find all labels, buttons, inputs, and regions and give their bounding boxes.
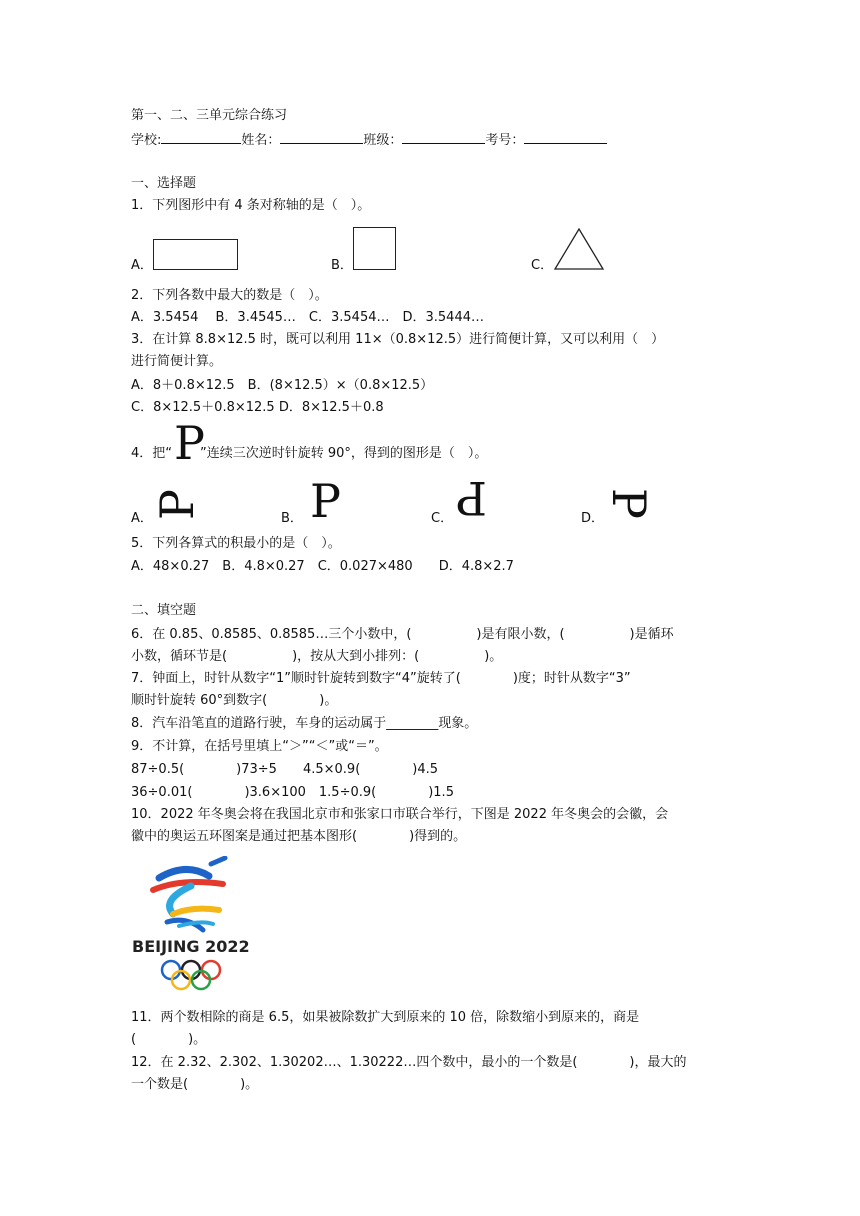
glyph-p-original: P — [174, 416, 205, 470]
glyph-p-upright-b: P — [310, 474, 341, 528]
beijing-2022-emblem — [131, 856, 251, 996]
question-2-options: A．3.5454 B．3.4545… C．3.5454… D．3.5444… — [131, 310, 484, 325]
q1-option-b-label: B． — [331, 258, 353, 273]
question-12-line2: 一个数是( )。 — [131, 1077, 259, 1092]
question-9: 9．不计算，在括号里填上“＞”“＜”或“＝”。 — [131, 739, 388, 754]
question-11-line1: 11．两个数相除的商是 6.5，如果被除数扩大到原来的 10 倍，除数缩小到原来的，商是 — [131, 1010, 640, 1025]
class-field[interactable] — [402, 131, 485, 144]
question-10-line2: 徽中的奥运五环图案是通过把基本图形( )得到的。 — [131, 829, 467, 844]
section-heading-fill: 二、填空题 — [131, 603, 197, 618]
question-8: 8．汽车沿笔直的道路行驶，车身的运动属于________现象。 — [131, 716, 478, 731]
question-3-line2: 进行简便计算。 — [131, 354, 223, 369]
question-10-line1: 10．2022 年冬奥会将在我国北京市和张家口市联合举行，下图是 2022 年冬奥会的会徽，会 — [131, 807, 669, 822]
emblem-text: BEIJING 2022 — [132, 937, 250, 956]
question-12-line1: 12．在 2.32、2.302、1.30202…、1.30222…四个数中，最小的一个数是( )，最大的 — [131, 1055, 687, 1070]
school-label: 学校: — [131, 133, 162, 148]
class-label: 班级： — [363, 133, 403, 148]
question-7-line1: 7．钟面上，时针从数字“1”顺时针旋转到数字“4”旋转了( )度；时针从数字“3” — [131, 671, 631, 686]
question-9-row2: 36÷0.01( )3.6×100 1.5÷0.9( )1.5 — [131, 785, 454, 800]
worksheet-title: 第一、二、三单元综合练习 — [131, 108, 288, 123]
question-6-line2: 小数，循环节是( )，按从大到小排列：( )。 — [131, 649, 503, 664]
question-3-line1: 3．在计算 8.8×12.5 时，既可以利用 11×（0.8×12.5）进行简便计算，又可以利用（ ） — [131, 332, 665, 347]
school-field[interactable] — [161, 131, 241, 144]
glyph-p-rotated-c: P — [456, 471, 487, 525]
q4-option-c-label: C． — [431, 511, 454, 526]
question-3-options-2: C．8×12.5＋0.8×12.5 D．8×12.5＋0.8 — [131, 400, 384, 415]
question-9-row1: 87÷0.5( )73÷5 4.5×0.9( )4.5 — [131, 762, 439, 777]
question-2: 2．下列各数中最大的数是（ ）。 — [131, 288, 328, 303]
q4-prefix: 4．把“ — [131, 446, 173, 461]
q1-option-c-label: C． — [531, 258, 554, 273]
q4-option-b-label: B． — [281, 511, 303, 526]
triangle-figure — [553, 227, 605, 271]
question-5: 5．下列各算式的积最小的是（ ）。 — [131, 536, 341, 551]
q1-option-a-label: A． — [131, 258, 153, 273]
q4-option-d-label: D． — [581, 511, 605, 526]
info-line — [131, 131, 607, 150]
question-11-line2: ( )。 — [131, 1032, 207, 1047]
glyph-p-rotated-a: P — [150, 489, 204, 520]
q4-suffix: ”连续三次逆时针旋转 90°，得到的图形是（ ）。 — [200, 446, 488, 461]
rectangle-figure — [153, 239, 238, 270]
question-5-options: A．48×0.27 B．4.8×0.27 C．0.027×480 D．4.8×2.7 — [131, 559, 514, 574]
name-field[interactable] — [280, 131, 363, 144]
square-figure — [353, 227, 396, 270]
question-3-options-1: A．8＋0.8×12.5 B．(8×12.5）×（0.8×12.5） — [131, 378, 434, 393]
question-7-line2: 顺时针旋转 60°到数字( )。 — [131, 693, 338, 708]
question-1: 1．下列图形中有 4 条对称轴的是（ ）。 — [131, 198, 371, 213]
glyph-p-rotated-d: P — [602, 488, 656, 519]
name-label: 姓名： — [241, 133, 281, 148]
section-heading-choice: 一、选择题 — [131, 176, 197, 191]
exam-no-label: 考号： — [485, 133, 525, 148]
exam-no-field[interactable] — [524, 131, 607, 144]
question-6-line1: 6．在 0.85、0.8585、0.8585…三个小数中，( )是有限小数，( )是循环 — [131, 627, 674, 642]
q4-option-a-label: A． — [131, 511, 153, 526]
